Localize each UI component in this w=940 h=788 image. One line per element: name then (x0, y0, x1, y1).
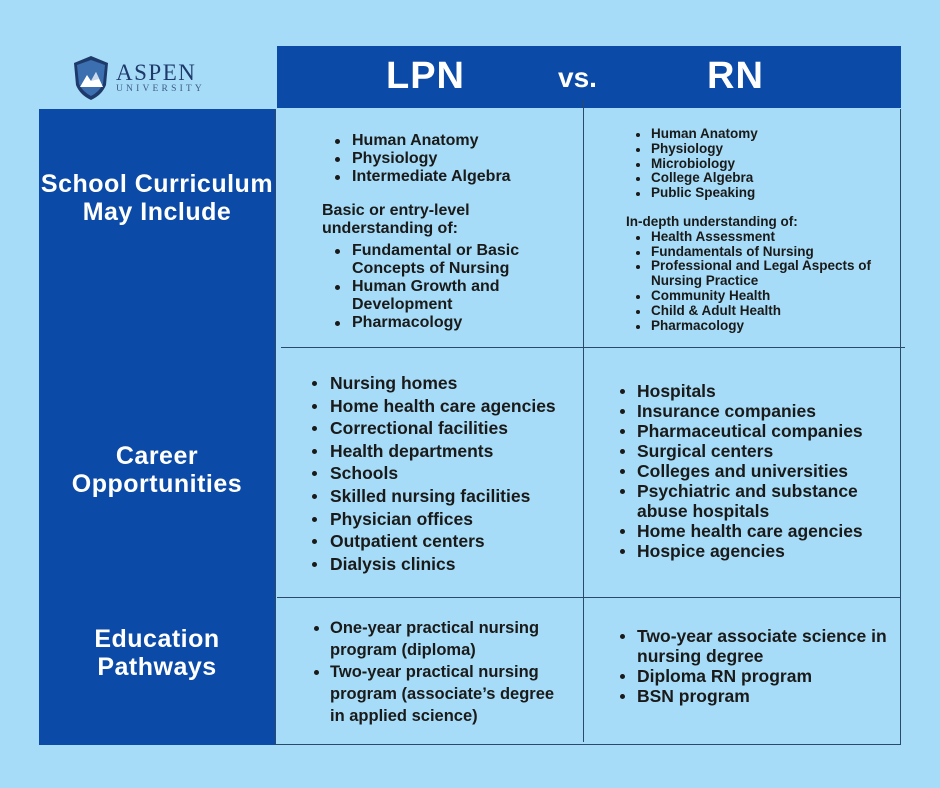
list-item: Skilled nursing facilities (310, 485, 580, 508)
shield-logo-icon (72, 55, 110, 101)
grid-line-bottom (275, 744, 901, 745)
grid-line-row-2 (277, 597, 901, 598)
list-item: College Algebra (626, 171, 896, 186)
list-item: Human Growth and Development (322, 278, 572, 314)
list-item: Physiology (322, 150, 572, 168)
list-item: Fundamental or Basic Concepts of Nursing (322, 242, 572, 278)
list-item: Psychiatric and substance abuse hospitals (618, 481, 898, 521)
list-item: Child & Adult Health (626, 304, 896, 319)
list-item: Two-year practical nursing program (associate’s degree in applied science) (312, 661, 572, 727)
list-item: Physician offices (310, 508, 580, 531)
grid-line-middle (583, 100, 584, 742)
list-item: Physiology (626, 142, 896, 157)
lpn-careers-list (310, 372, 580, 575)
list-item: BSN program (618, 686, 898, 706)
list-item: Human Anatomy (626, 127, 896, 142)
rn-education-list (618, 626, 898, 706)
list-item: Correctional facilities (310, 417, 580, 440)
logo-name: ASPEN (116, 60, 197, 86)
lpn-education-cell (312, 617, 572, 727)
list-item: One-year practical nursing program (diploma) (312, 617, 572, 661)
lpn-education-list (312, 617, 572, 727)
list-item: Home health care agencies (618, 521, 898, 541)
list-item: Hospitals (618, 381, 898, 401)
rn-curriculum-list (626, 127, 896, 201)
list-item: Public Speaking (626, 186, 896, 201)
rn-curriculum-intro: In-depth understanding of: (626, 213, 798, 229)
grid-line-right (900, 109, 901, 745)
rn-careers-list (618, 381, 898, 561)
header-vs: vs. (558, 62, 597, 93)
row-label-education: Education Pathways (94, 625, 220, 681)
list-item: Pharmaceutical companies (618, 421, 898, 441)
list-item: Insurance companies (618, 401, 898, 421)
lpn-careers-cell (310, 372, 580, 575)
list-item: Hospice agencies (618, 541, 898, 561)
lpn-curriculum-list (322, 132, 572, 186)
list-item: Pharmacology (626, 319, 896, 334)
rn-curriculum-cell (626, 127, 896, 333)
lpn-curriculum-sublist (322, 242, 572, 332)
list-item: Home health care agencies (310, 395, 580, 418)
list-item: Dialysis clinics (310, 553, 580, 576)
list-item: Fundamentals of Nursing (626, 245, 896, 260)
list-item: Community Health (626, 289, 896, 304)
list-item: Pharmacology (322, 314, 572, 332)
grid-line-row-1 (281, 347, 905, 348)
list-item: Microbiology (626, 157, 896, 172)
row-label-curriculum: School Curriculum May Include (40, 170, 274, 226)
list-item: Human Anatomy (322, 132, 572, 150)
list-item: Colleges and universities (618, 461, 898, 481)
rn-education-cell (618, 626, 898, 706)
list-item: Nursing homes (310, 372, 580, 395)
rn-curriculum-sublist (626, 230, 896, 334)
list-item: Professional and Legal Aspects of Nursing Practice (626, 259, 896, 289)
list-item: Two-year associate science in nursing degree (618, 626, 898, 666)
list-item: Health departments (310, 440, 580, 463)
list-item: Surgical centers (618, 441, 898, 461)
rn-careers-cell (618, 381, 898, 561)
header-rn: RN (707, 55, 764, 97)
aspen-logo (72, 52, 232, 104)
lpn-curriculum-intro: Basic or entry-level understanding of: (322, 202, 470, 237)
list-item: Health Assessment (626, 230, 896, 245)
grid-line-left (275, 109, 276, 745)
list-item: Outpatient centers (310, 530, 580, 553)
logo-subtitle: UNIVERSITY (116, 84, 205, 95)
lpn-curriculum-cell (322, 132, 572, 332)
list-item: Diploma RN program (618, 666, 898, 686)
list-item: Intermediate Algebra (322, 168, 572, 186)
header-lpn: LPN (386, 55, 465, 97)
list-item: Schools (310, 462, 580, 485)
row-label-careers: Career Opportunities (71, 442, 243, 498)
